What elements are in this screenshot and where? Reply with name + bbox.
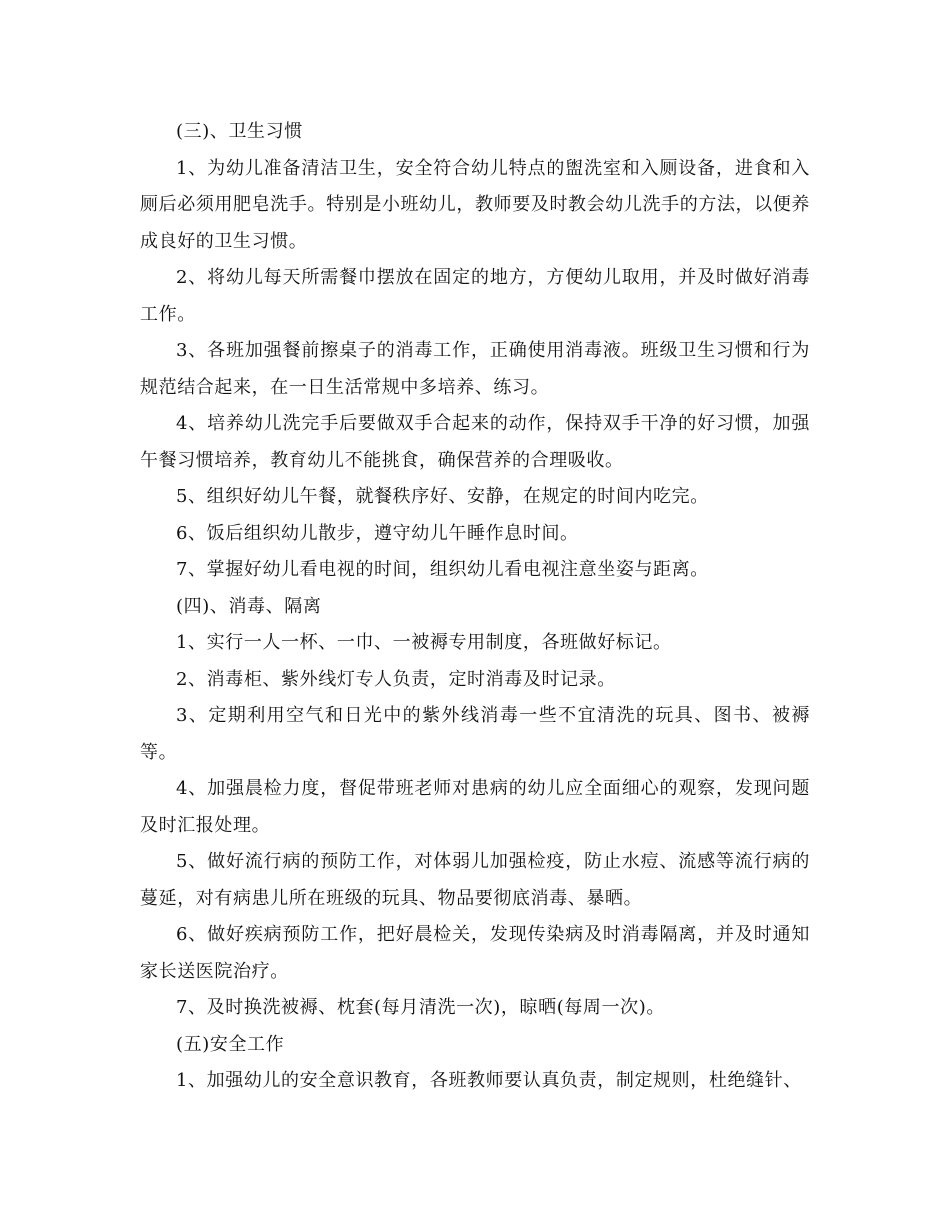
section-heading-disinfection: (四)、消毒、隔离: [176, 595, 322, 617]
paragraph: 3、定期利用空气和日光中的紫外线消毒一些不宜清洗的玩具、图书、被褥等。: [140, 705, 810, 763]
paragraph: 6、做好疾病预防工作，把好晨检关，发现传染病及时消毒隔离，并及时通知家长送医院治疗。: [140, 924, 810, 982]
paragraph: 1、实行一人一杯、一巾、一被褥专用制度，各班做好标记。: [176, 632, 672, 653]
paragraph: 7、及时换洗被褥、枕套(每月清洗一次)，晾晒(每周一次)。: [176, 997, 665, 1018]
paragraph: 1、为幼儿准备清洁卫生，安全符合幼儿特点的盥洗室和入厕设备，进食和入厕后必须用肥皂洗手。特别是小班幼儿，教师要及时教会幼儿洗手的方法，以便养成良好的卫生习惯。: [140, 157, 810, 252]
paragraph: 2、消毒柜、紫外线灯专人负责，定时消毒及时记录。: [176, 668, 616, 690]
paragraph: 2、将幼儿每天所需餐巾摆放在固定的地方，方便幼儿取用，并及时做好消毒工作。: [140, 267, 810, 325]
paragraph: 5、组织好幼儿午餐，就餐秩序好、安静，在规定的时间内吃完。: [176, 486, 709, 507]
paragraph: 3、各班加强餐前擦桌子的消毒工作，正确使用消毒液。班级卫生习惯和行为规范结合起来，在一日生活常规中多培养、练习。: [140, 340, 810, 398]
paragraph: 4、加强晨检力度，督促带班老师对患病的幼儿应全面细心的观察，发现问题及时汇报处理。: [140, 778, 810, 836]
section-heading-hygiene: (三)、卫生习惯: [176, 121, 303, 142]
paragraph: 4、培养幼儿洗完手后要做双手合起来的动作，保持双手干净的好习惯，加强午餐习惯培养，教育幼儿不能挑食，确保营养的合理吸收。: [140, 413, 810, 471]
paragraph: 1、加强幼儿的安全意识教育，各班教师要认真负责，制定规则，杜绝缝针、: [176, 1070, 802, 1091]
paragraph: 5、做好流行病的预防工作，对体弱儿加强检疫，防止水痘、流感等流行病的蔓延，对有病患儿所在班级的玩具、物品要彻底消毒、暴晒。: [140, 851, 810, 909]
document-body: [140, 114, 810, 1100]
paragraph: 6、饭后组织幼儿散步，遵守幼儿午睡作息时间。: [176, 522, 579, 544]
section-heading-safety: (五)安全工作: [176, 1033, 285, 1055]
paragraph: 7、掌握好幼儿看电视的时间，组织幼儿看电视注意坐姿与距离。: [176, 559, 709, 580]
